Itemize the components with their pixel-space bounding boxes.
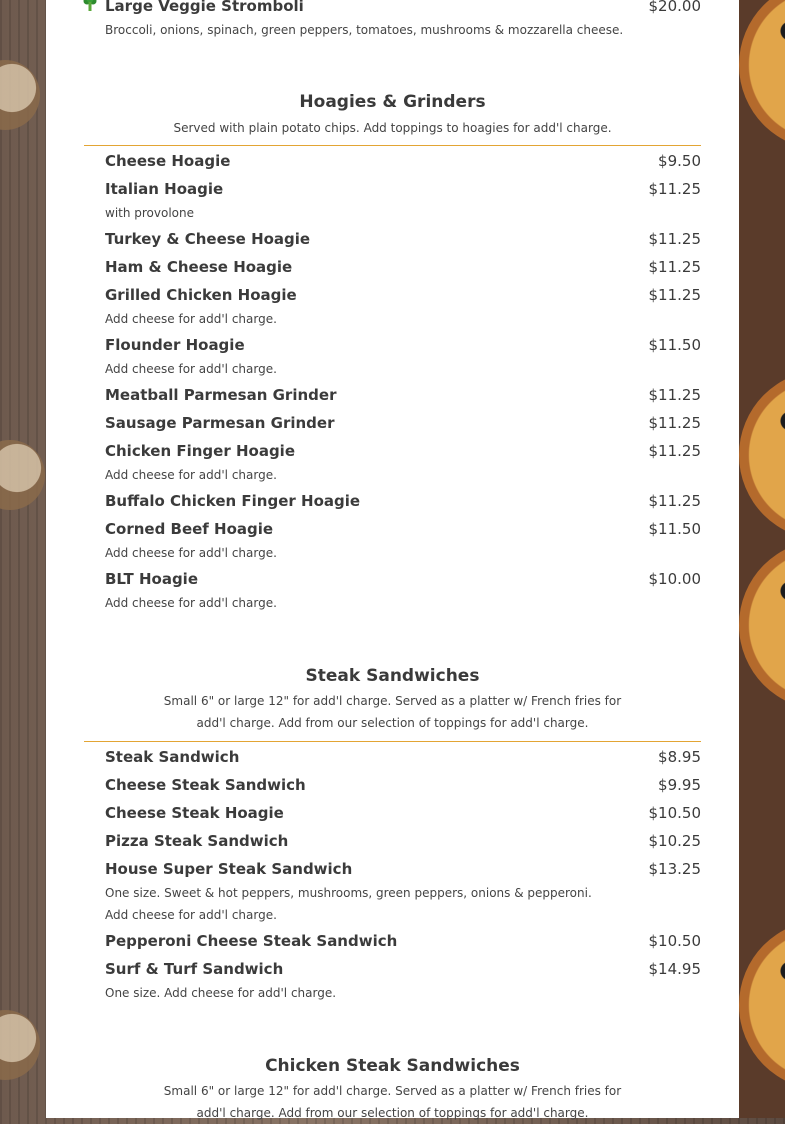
pizza-decoration [739,920,785,1090]
broccoli-icon [83,0,97,12]
section-divider [84,145,701,146]
item-name: Turkey & Cheese Hoagie [105,230,311,248]
pizza-decoration [739,540,785,710]
section-title: Steak Sandwiches [305,666,480,686]
item-description: One size. Sweet & hot peppers, mushrooms, green peppers, onions & pepperoni. Add cheese for add'l charge. [105,886,592,922]
item-name: Italian Hoagie [105,180,224,198]
item-price: $11.25 [648,180,701,198]
item-name: Cheese Steak Sandwich [105,776,306,794]
item-price: $11.50 [648,336,701,354]
item-name: Pepperoni Cheese Steak Sandwich [105,932,398,950]
section-description: Served with plain potato chips. Add toppings to hoagies for add'l charge. [173,121,612,135]
item-name: Buffalo Chicken Finger Hoagie [105,492,361,510]
section-divider [84,741,701,742]
item-description: Broccoli, onions, spinach, green peppers, tomatoes, mushrooms & mozzarella cheese. [105,23,624,37]
background-pizza-right [739,0,785,1118]
item-price: $11.25 [648,230,701,248]
item-description: Add cheese for add'l charge. [105,596,277,610]
item-price: $14.95 [648,960,701,978]
pizza-decoration [739,0,785,150]
item-price: $9.95 [658,776,701,794]
item-price: $11.25 [648,442,701,460]
item-price: $13.25 [648,860,701,878]
item-name: Sausage Parmesan Grinder [105,414,335,432]
pizza-decoration [739,370,785,540]
mushroom-decoration [0,440,45,510]
item-price: $11.25 [648,414,701,432]
section-description: Small 6" or large 12" for add'l charge. Served as a platter w/ French fries for add'l charge. Add from our selection of toppings for add'l charge. [163,1084,622,1120]
item-price: $10.25 [648,832,701,850]
item-description: Add cheese for add'l charge. [105,468,277,482]
item-price: $10.50 [648,804,701,822]
item-name: Cheese Hoagie [105,152,231,170]
item-price: $20.00 [648,0,701,15]
item-name: Meatball Parmesan Grinder [105,386,337,404]
item-price: $9.50 [658,152,701,170]
mushroom-decoration [0,1010,40,1080]
item-description: Add cheese for add'l charge. [105,546,277,560]
item-name: BLT Hoagie [105,570,198,588]
item-description: One size. Add cheese for add'l charge. [105,986,337,1000]
item-price: $11.25 [648,286,701,304]
item-name: Grilled Chicken Hoagie [105,286,297,304]
section-title: Chicken Steak Sandwiches [265,1056,520,1076]
item-description: with provolone [105,206,195,220]
section-description: Small 6" or large 12" for add'l charge. Served as a platter w/ French fries for add'l charge. Add from our selection of toppings for add'l charge. [163,694,622,730]
item-price: $8.95 [658,748,701,766]
item-name: Surf & Turf Sandwich [105,960,284,978]
mushroom-decoration [0,60,40,130]
item-name: Steak Sandwich [105,748,240,766]
item-price: $11.25 [648,386,701,404]
item-price: $11.50 [648,520,701,538]
item-description: Add cheese for add'l charge. [105,362,277,376]
item-name: House Super Steak Sandwich [105,860,353,878]
item-name: Pizza Steak Sandwich [105,832,289,850]
item-name: Chicken Finger Hoagie [105,442,295,460]
item-description: Add cheese for add'l charge. [105,312,277,326]
menu-panel [46,0,739,1118]
item-price: $11.25 [648,492,701,510]
item-price: $10.50 [648,932,701,950]
item-name: Corned Beef Hoagie [105,520,274,538]
item-name: Cheese Steak Hoagie [105,804,284,822]
section-title: Hoagies & Grinders [299,92,486,112]
item-price: $10.00 [648,570,701,588]
item-price: $11.25 [648,258,701,276]
item-name: Flounder Hoagie [105,336,245,354]
item-name: Ham & Cheese Hoagie [105,258,293,276]
item-name: Large Veggie Stromboli [105,0,304,15]
